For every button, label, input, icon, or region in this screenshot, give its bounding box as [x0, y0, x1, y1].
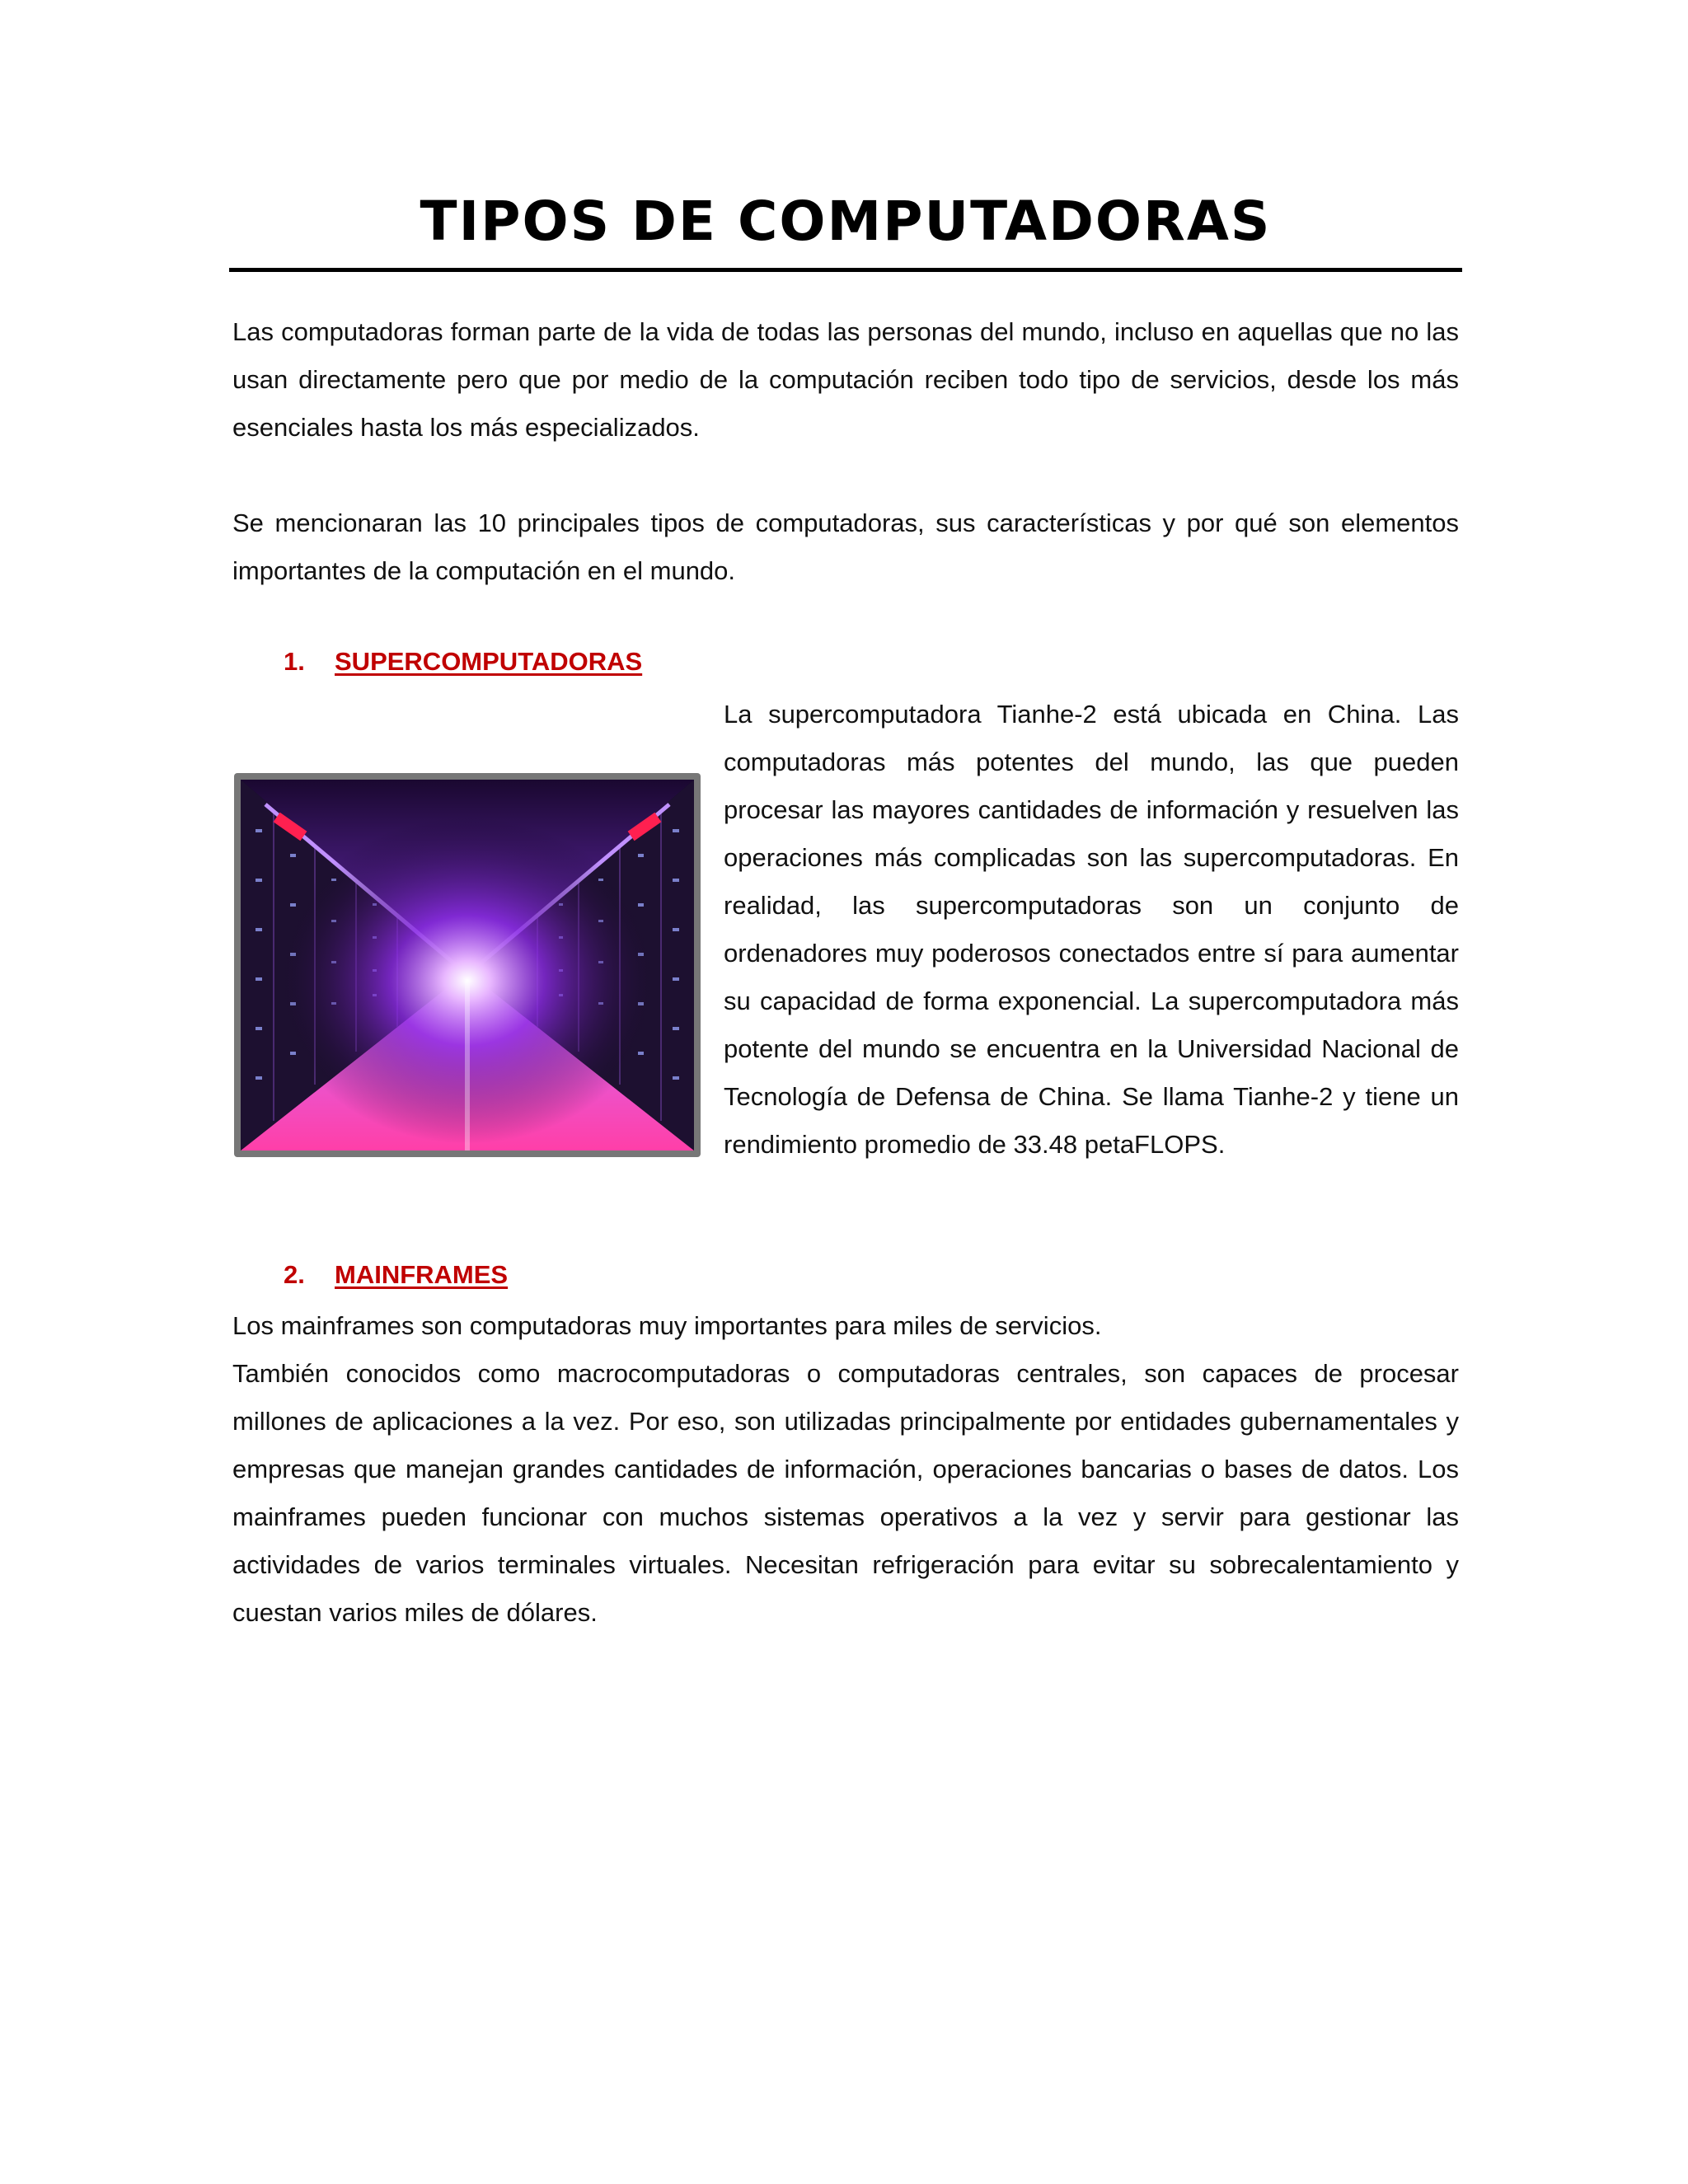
- intro-paragraph-1: Las computadoras forman parte de la vida de todas las personas del mundo, incluso en aquellas que no las usan directamente pero que por medio de la computación reciben todo tipo de servicios, desde los más esenciales hasta los más especializados.: [232, 317, 1459, 442]
- section-heading-supercomputadoras: [232, 638, 1459, 686]
- section-heading-mainframes: [232, 1251, 1459, 1299]
- supercomputer-description: La supercomputadora Tianhe-2 está ubicada en China. Las computadoras más potentes del mundo, las que pueden procesar las mayores cantidades de información y resuelven las operaciones más complicadas son las supercomputadoras. En realidad, las supercomputadoras son un conjunto de ordenadores muy poderosos conectados entre sí para aumentar su capacidad de forma exponencial. La supercomputadora más potente del mundo se encuentra en la Universidad Nacional de Tecnología de Defensa de China. Se llama Tianhe-2 y tiene un rendimiento promedio de 33.48 petaFLOPS.: [724, 700, 1459, 1159]
- document-page: [232, 190, 1459, 1637]
- mainframes-description: También conocidos como macrocomputadoras o computadoras centrales, son capaces de procesar millones de aplicaciones a la vez. Por eso, son utilizadas principalmente por entidades gubernamentales y empresas que manejan grandes cantidades de información, operaciones bancarias o bases de datos. Los mainframes pueden funcionar con muchos sistemas operativos a la vez y servir para gestionar las actividades de varios terminales virtuales. Necesitan refrigeración para evitar su sobrecalentamiento y cuestan varios miles de dólares.: [232, 1359, 1459, 1627]
- supercomputer-section: [232, 691, 1459, 1251]
- supercomputer-corridor-photo: [234, 773, 701, 1157]
- intro-paragraph-2: Se mencionaran las 10 principales tipos de computadoras, sus características y por qué son elementos importantes de la computación en el mundo.: [232, 509, 1459, 585]
- section-title: MAINFRAMES: [335, 1260, 509, 1289]
- page-title: TIPOS DE COMPUTADORAS: [420, 190, 1272, 253]
- section-number: 2.: [284, 1260, 305, 1289]
- section-number: 1.: [284, 647, 305, 676]
- supercomputer-image-icon: [241, 780, 694, 1151]
- section-title: SUPERCOMPUTADORAS: [335, 647, 643, 676]
- title-underline-rule: [229, 268, 1462, 272]
- mainframes-lead: Los mainframes son computadoras muy importantes para miles de servicios.: [232, 1311, 1102, 1340]
